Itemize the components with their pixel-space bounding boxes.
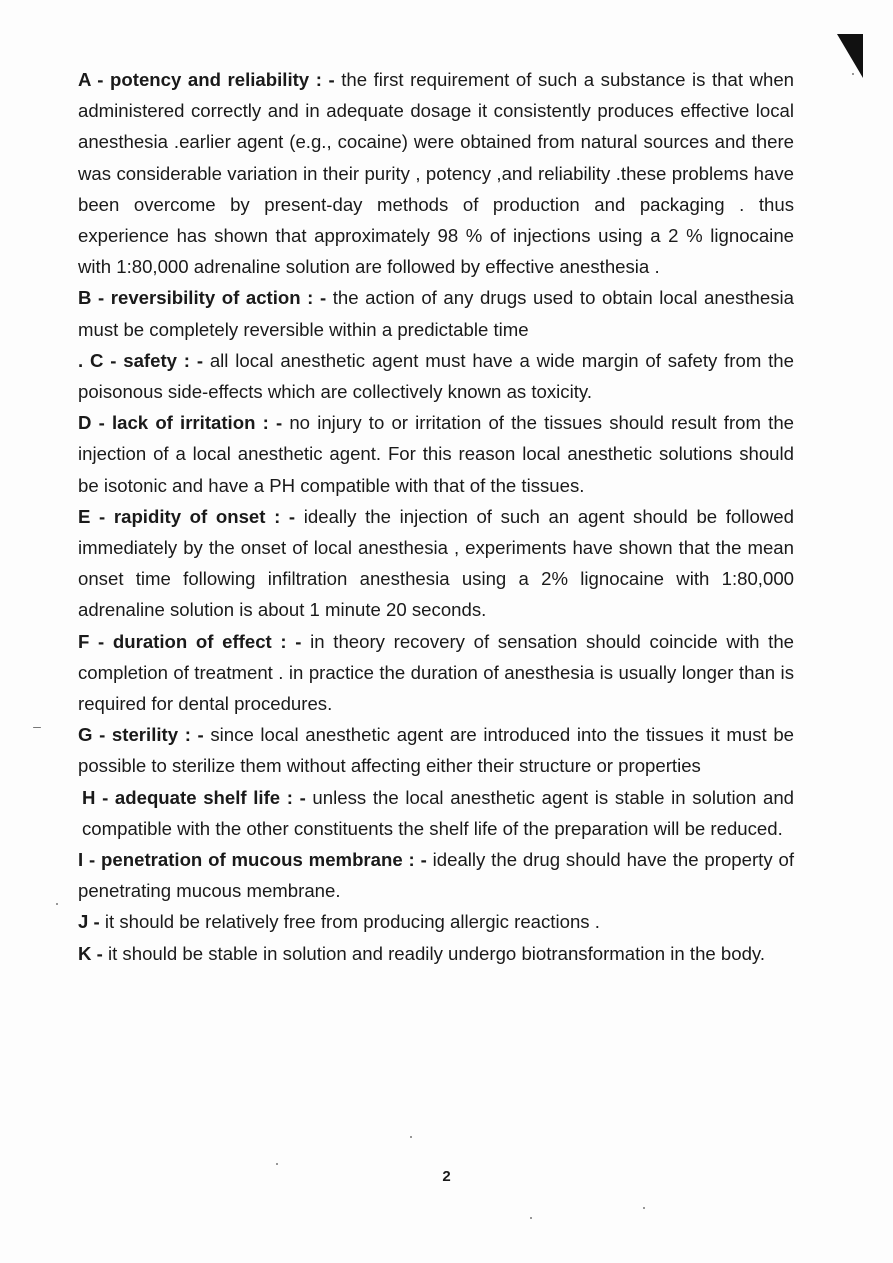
paragraph-text: unless the local anesthetic agent is stable in solution and compatible with the other constituents the shelf life of the preparation will be reduced. — [82, 786, 795, 839]
corner-scan-mark — [837, 34, 863, 78]
paragraph-safety — [78, 345, 794, 407]
paragraph-text: the first requirement of such a substance is that when administered correctly and in adequate dosage it consistently produces effective local anesthesia .earlier agent (e.g., cocaine) were obtained from natural sources and there was considerable variation in their purity , potency ,and reliability .these problems have been overcome by present-day methods of production and packaging . thus experience has shown that approximately 98 % of injections using a 2 % lignocaine with 1:80,000 adrenaline solution are followed by effective anesthesia . — [78, 69, 794, 278]
paragraph-text: it should be stable in solution and readily undergo biotransformation in the body. — [102, 942, 766, 964]
paragraph-sterility — [78, 719, 794, 781]
document-body — [78, 64, 794, 969]
paragraph-text: ideally the injection of such an agent should be followed immediately by the onset of local anesthesia , experiments have shown that the mean onset time following infiltration anesthesia using a 2% lignocaine with 1:80,000 adrenaline solution is about 1 minute 20 seconds. — [78, 505, 794, 621]
paragraph-reversibility — [78, 282, 794, 344]
paragraph-text: in theory recovery of sensation should coincide with the completion of treatment . in practice the duration of anesthesia is usually longer than is required for dental procedures. — [78, 630, 794, 715]
paragraph-heading: F - duration of effect : - — [78, 630, 302, 652]
paragraph-text: since local anesthetic agent are introduced into the tissues it must be possible to sterilize them without affecting either their structure or properties — [78, 724, 794, 777]
scan-speck — [643, 1207, 645, 1209]
paragraph-text: the action of any drugs used to obtain local anesthesia must be completely reversible within a predictable time — [78, 287, 794, 340]
paragraph-irritation — [78, 407, 794, 501]
paragraph-heading: H - adequate shelf life : - — [82, 786, 306, 808]
paragraph-duration — [78, 626, 794, 720]
scan-speck — [410, 1136, 412, 1138]
scan-speck — [33, 727, 41, 728]
paragraph-heading: I - penetration of mucous membrane : - — [78, 849, 427, 871]
paragraph-stability — [78, 938, 794, 969]
paragraph-heading: K - — [78, 942, 103, 964]
paragraph-heading: J - — [78, 911, 100, 933]
paragraph-heading: . C - safety : - — [78, 349, 204, 371]
scan-speck — [56, 903, 58, 905]
paragraph-heading: B - reversibility of action : - — [78, 287, 327, 309]
scan-speck — [530, 1217, 532, 1219]
paragraph-text: all local anesthetic agent must have a wide margin of safety from the poisonous side-effects which are collectively known as toxicity. — [78, 349, 794, 403]
paragraph-heading: D - lack of irritation : - — [78, 412, 283, 434]
paragraph-penetration — [78, 844, 794, 906]
paragraph-heading: E - rapidity of onset : - — [78, 505, 296, 527]
paragraph-allergy — [78, 906, 794, 937]
paragraph-onset — [78, 501, 794, 626]
paragraph-text: ideally the drug should have the property of penetrating mucous membrane. — [78, 849, 794, 902]
scan-speck — [276, 1163, 278, 1165]
paragraph-heading: G - sterility : - — [78, 724, 204, 746]
paragraph-text: no injury to or irritation of the tissues should result from the injection of a local anesthetic agent. For this reason local anesthetic solutions should be isotonic and have a PH compatible with that of the tissues. — [78, 412, 794, 496]
paragraph-text: it should be relatively free from producing allergic reactions . — [99, 911, 600, 933]
paragraph-heading: A - potency and reliability : - — [78, 69, 335, 90]
paragraph-potency — [78, 64, 794, 282]
paragraph-shelf-life — [78, 782, 794, 844]
scan-speck — [852, 73, 854, 75]
page-number: 2 — [442, 1168, 451, 1185]
